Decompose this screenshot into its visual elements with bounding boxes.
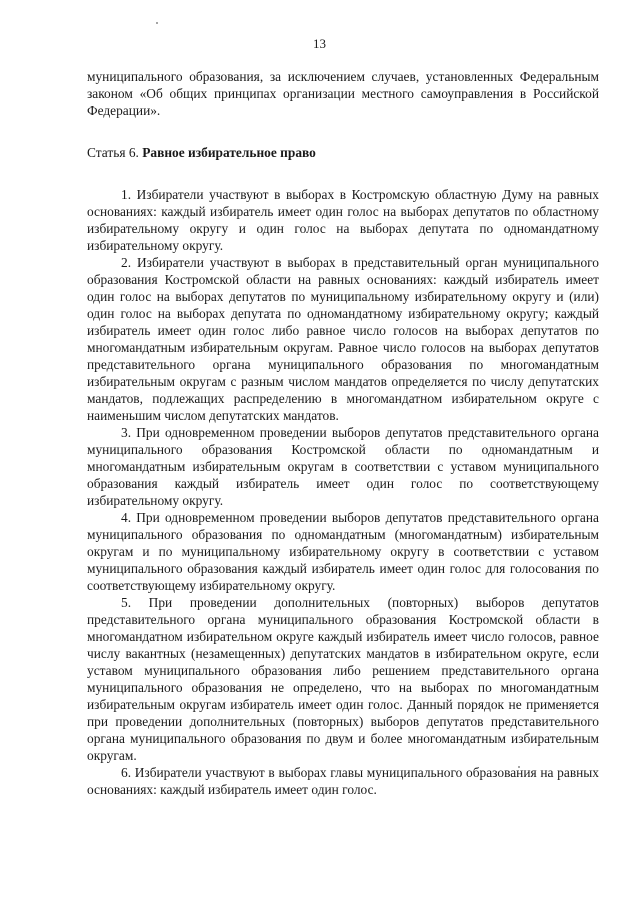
- paragraph-2: 2. Избиратели участвуют в выборах в представительный орган муниципального образования Костромской области на равных основаниях: каждый избиратель имеет один голос на выборах депутатов по муниципальному избирательному округу и (или) один голос на выборах депутата по одномандатному избирательному округу; каждый избиратель имеет один голос либо равное число голосов на выборах депутатов по многомандатным избирательным округам. Равное число голосов на выборах депутатов представительного органа муниципального образования по многомандатным избирательным округам с разным числом мандатов определяется по числу депутатских мандатов, подлежащих распределению в многомандатном избирательном округе с наименьшим числом депутатских мандатов.: [87, 255, 599, 423]
- scan-speck: [156, 22, 158, 24]
- paragraph-4: 4. При одновременном проведении выборов депутатов представительного органа муниципального образования по одномандатным (многомандатным) избирательным округам и по муниципальному избирательному округу в соответствии с уставом муниципального образования каждый избиратель имеет один голос для голосования по соответствующему избирательному округу.: [87, 510, 599, 593]
- intro-paragraph: муниципального образования, за исключением случаев, установленных Федеральным законом «Об общих принципах организации местного самоуправления в Российской Федерации».: [87, 69, 599, 118]
- page-number: 13: [313, 36, 326, 51]
- paragraph-5: 5. При проведении дополнительных (повторных) выборов депутатов представительного органа муниципального образования Костромской области в многомандатном избирательном округе каждый избиратель имеет число голосов, равное числу вакантных (незамещенных) депутатских мандатов в избирательном округе, если уставом муниципального образования либо решением представительного органа муниципального образования не определено, что на выборах по многомандатным избирательным округам избиратель имеет один голос. Данный порядок не применяется при проведении дополнительных (повторных) выборов депутатов представительного органа муниципального образования по двум и более многомандатным избирательным округам.: [87, 595, 599, 763]
- article-prefix: Статья 6.: [87, 145, 143, 160]
- paragraph-6: 6. Избиратели участвуют в выборах главы муниципального образования на равных основаниях: каждый избиратель имеет один голос.: [87, 765, 599, 797]
- document-body: [87, 68, 599, 798]
- article-title: Равное избирательное право: [142, 145, 316, 160]
- paragraph-3: 3. При одновременном проведении выборов депутатов представительного органа муниципального образования Костромской области по одномандатным и многомандатным избирательным округам в соответствии с уставом муниципального образования каждый избиратель имеет один голос по соответствующему избирательному округу.: [87, 425, 599, 508]
- paragraph-1: 1. Избиратели участвуют в выборах в Костромскую областную Думу на равных основаниях: каждый избиратель имеет один голос на выборах депутатов по областному избирательному округу и один голос на выборах депутата по одномандатному избирательному округу.: [87, 187, 599, 253]
- article-heading: [87, 144, 599, 161]
